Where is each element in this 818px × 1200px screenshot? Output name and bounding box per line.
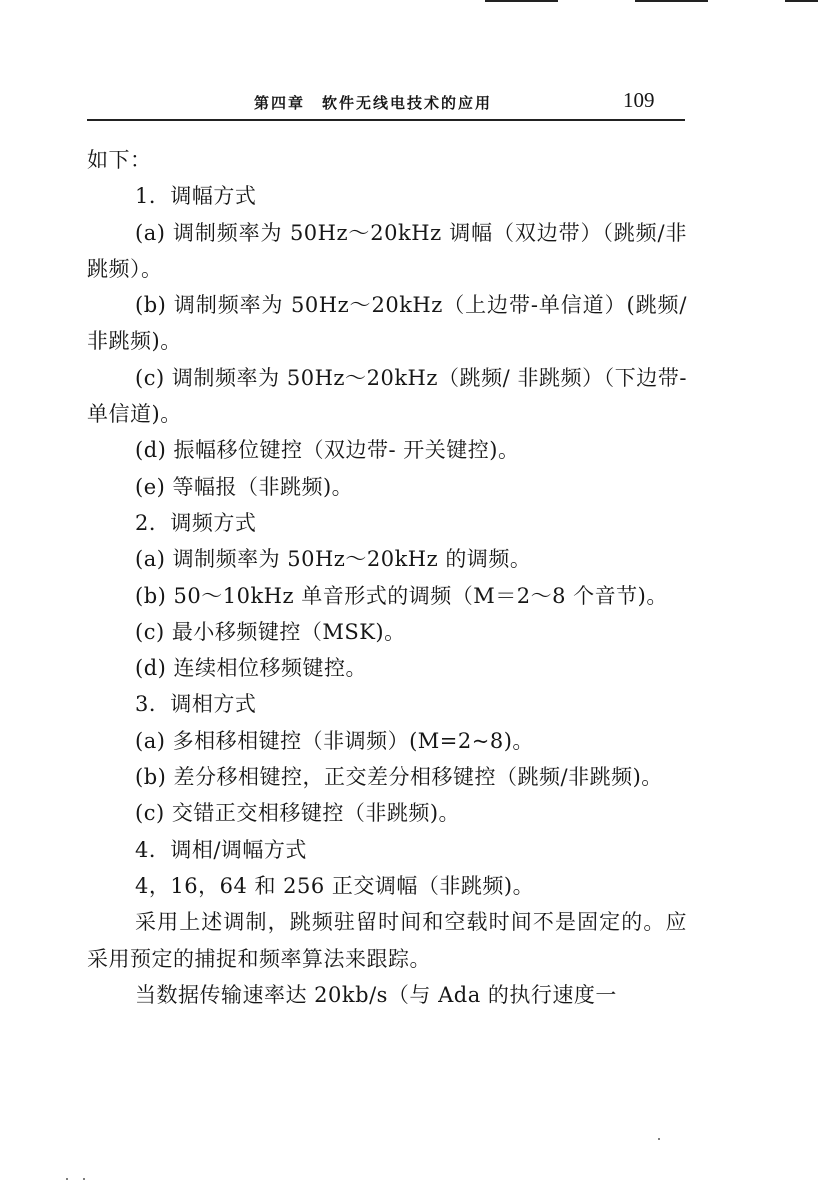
paragraph: 3．调相方式 xyxy=(135,692,257,717)
paragraph: (a) 调制频率为 50Hz～20kHz 调幅（双边带）（跳频/非跳频）。 xyxy=(87,220,687,281)
paragraph: 4，16，64 和 256 正交调幅（非跳频)。 xyxy=(135,873,535,898)
paragraph: (b) 调制频率为 50Hz～20kHz（上边带-单信道）(跳频/非跳频)。 xyxy=(87,293,687,354)
scan-speck xyxy=(66,1178,68,1180)
paragraph: (a) 调制频率为 50Hz～20kHz 的调频。 xyxy=(135,547,532,572)
page-number: 109 xyxy=(623,88,655,112)
paragraph: 1．调幅方式 xyxy=(135,184,257,209)
paragraph: 如下： xyxy=(87,148,152,172)
paragraph: (b) 50～10kHz 单音形式的调频（M＝2～8 个音节)。 xyxy=(135,583,668,608)
paragraph: 2．调频方式 xyxy=(135,510,257,535)
paragraph: (a) 多相移相键控（非调频）(M=2~8)。 xyxy=(135,728,534,753)
scan-top-rule xyxy=(785,0,818,2)
chapter-title: 第四章 软件无线电技术的应用 xyxy=(254,94,493,112)
paragraph: 当数据传输速率达 20kb/s（与 Ada 的执行速度一 xyxy=(135,982,617,1007)
scan-speck xyxy=(83,1178,85,1180)
paragraph: (c) 调制频率为 50Hz～20kHz（跳频/ 非跳频）（下边带-单信道)。 xyxy=(87,365,687,427)
paragraph: (e) 等幅报（非跳频)。 xyxy=(135,474,354,499)
paragraph: 4．调相/调幅方式 xyxy=(135,837,307,862)
scan-top-rule xyxy=(485,0,558,2)
scan-speck xyxy=(658,1138,660,1140)
paragraph: (b) 差分移相键控，正交差分相移键控（跳频/非跳频)。 xyxy=(135,765,663,790)
paragraph: (d) 振幅移位键控（双边带- 开关键控)。 xyxy=(135,438,520,463)
running-header xyxy=(87,86,685,121)
paragraph: (c) 交错正交相移键控（非跳频)。 xyxy=(135,801,461,826)
scan-top-rule xyxy=(635,0,708,2)
paragraph: 采用上述调制，跳频驻留时间和空载时间不是固定的。应采用预定的捕捉和频率算法来跟踪。 xyxy=(87,910,687,971)
body-text xyxy=(87,142,687,1013)
paragraph: (c) 最小移频键控（MSK)。 xyxy=(135,619,406,644)
paragraph: (d) 连续相位移频键控。 xyxy=(135,656,368,681)
